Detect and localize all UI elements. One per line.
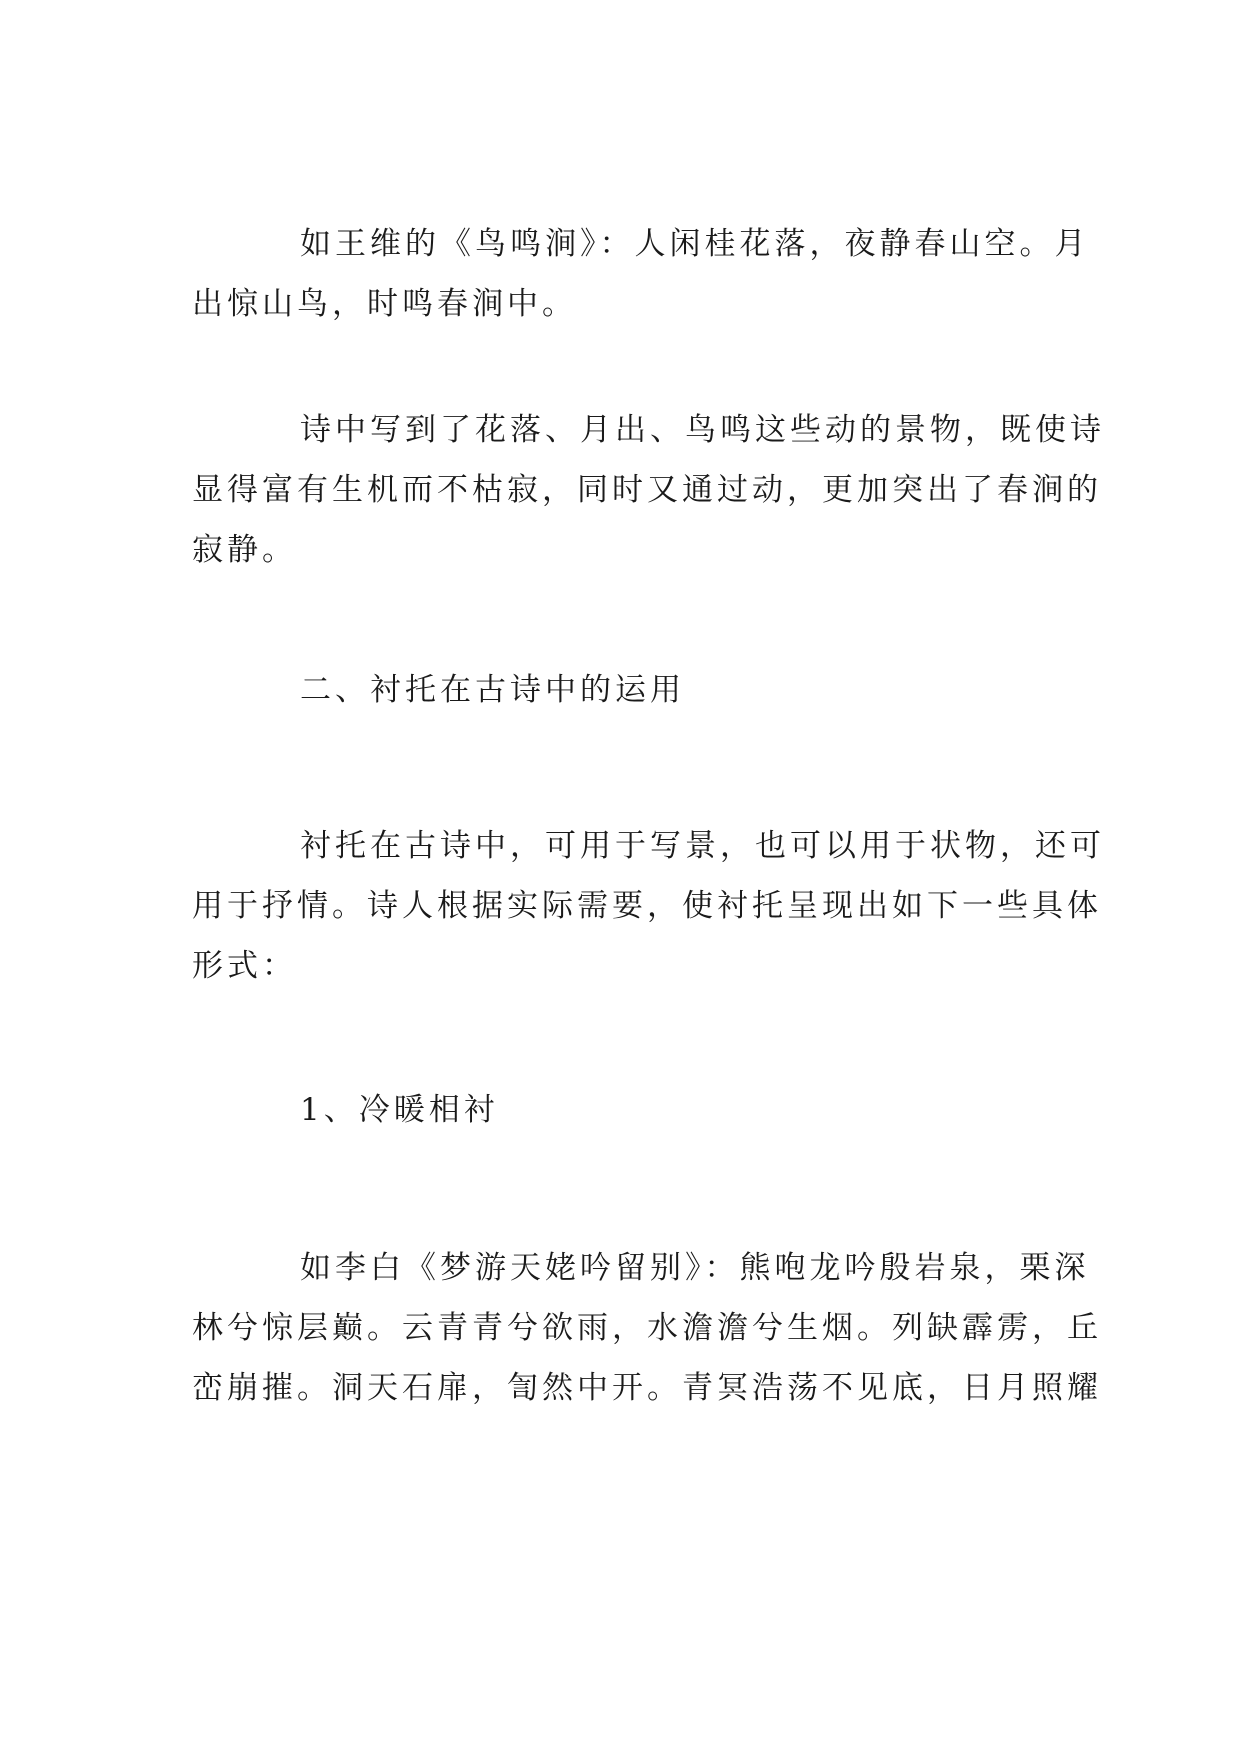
subheading-cold-warm-contrast	[192, 1080, 1052, 1140]
paragraph-li-bai-poem	[192, 1238, 1102, 1418]
section-heading-contrast-usage	[192, 660, 1052, 720]
text-line: 衬托在古诗中，可用于写景，也可以用于状物，还可	[300, 828, 1105, 864]
paragraph-poem-analysis	[192, 400, 1105, 580]
text-line: 林兮惊层巅。云青青兮欲雨，水澹澹兮生烟。列缺霹雳，丘	[192, 1310, 1102, 1346]
text-line: 如李白《梦游天姥吟留别》：熊咆龙吟殷岩泉，栗深	[300, 1250, 1090, 1286]
paragraph-wang-wei-poem	[192, 214, 1090, 334]
heading-text: 二、衬托在古诗中的运用	[300, 672, 685, 708]
text-line: 寂静。	[192, 532, 297, 568]
text-line: 出惊山鸟，时鸣春涧中。	[192, 286, 577, 322]
text-line: 峦崩摧。洞天石扉，訇然中开。青冥浩荡不见底，日月照耀	[192, 1370, 1102, 1406]
text-line: 形式：	[192, 948, 297, 984]
text-line: 诗中写到了花落、月出、鸟鸣这些动的景物，既使诗	[300, 412, 1105, 448]
text-line: 显得富有生机而不枯寂，同时又通过动，更加突出了春涧的	[192, 472, 1102, 508]
text-line: 用于抒情。诗人根据实际需要，使衬托呈现出如下一些具体	[192, 888, 1102, 924]
paragraph-contrast-forms	[192, 816, 1105, 996]
text-line: 如王维的《鸟鸣涧》：人闲桂花落，夜静春山空。月	[300, 226, 1090, 262]
heading-text: 1、冷暖相衬	[300, 1092, 499, 1128]
